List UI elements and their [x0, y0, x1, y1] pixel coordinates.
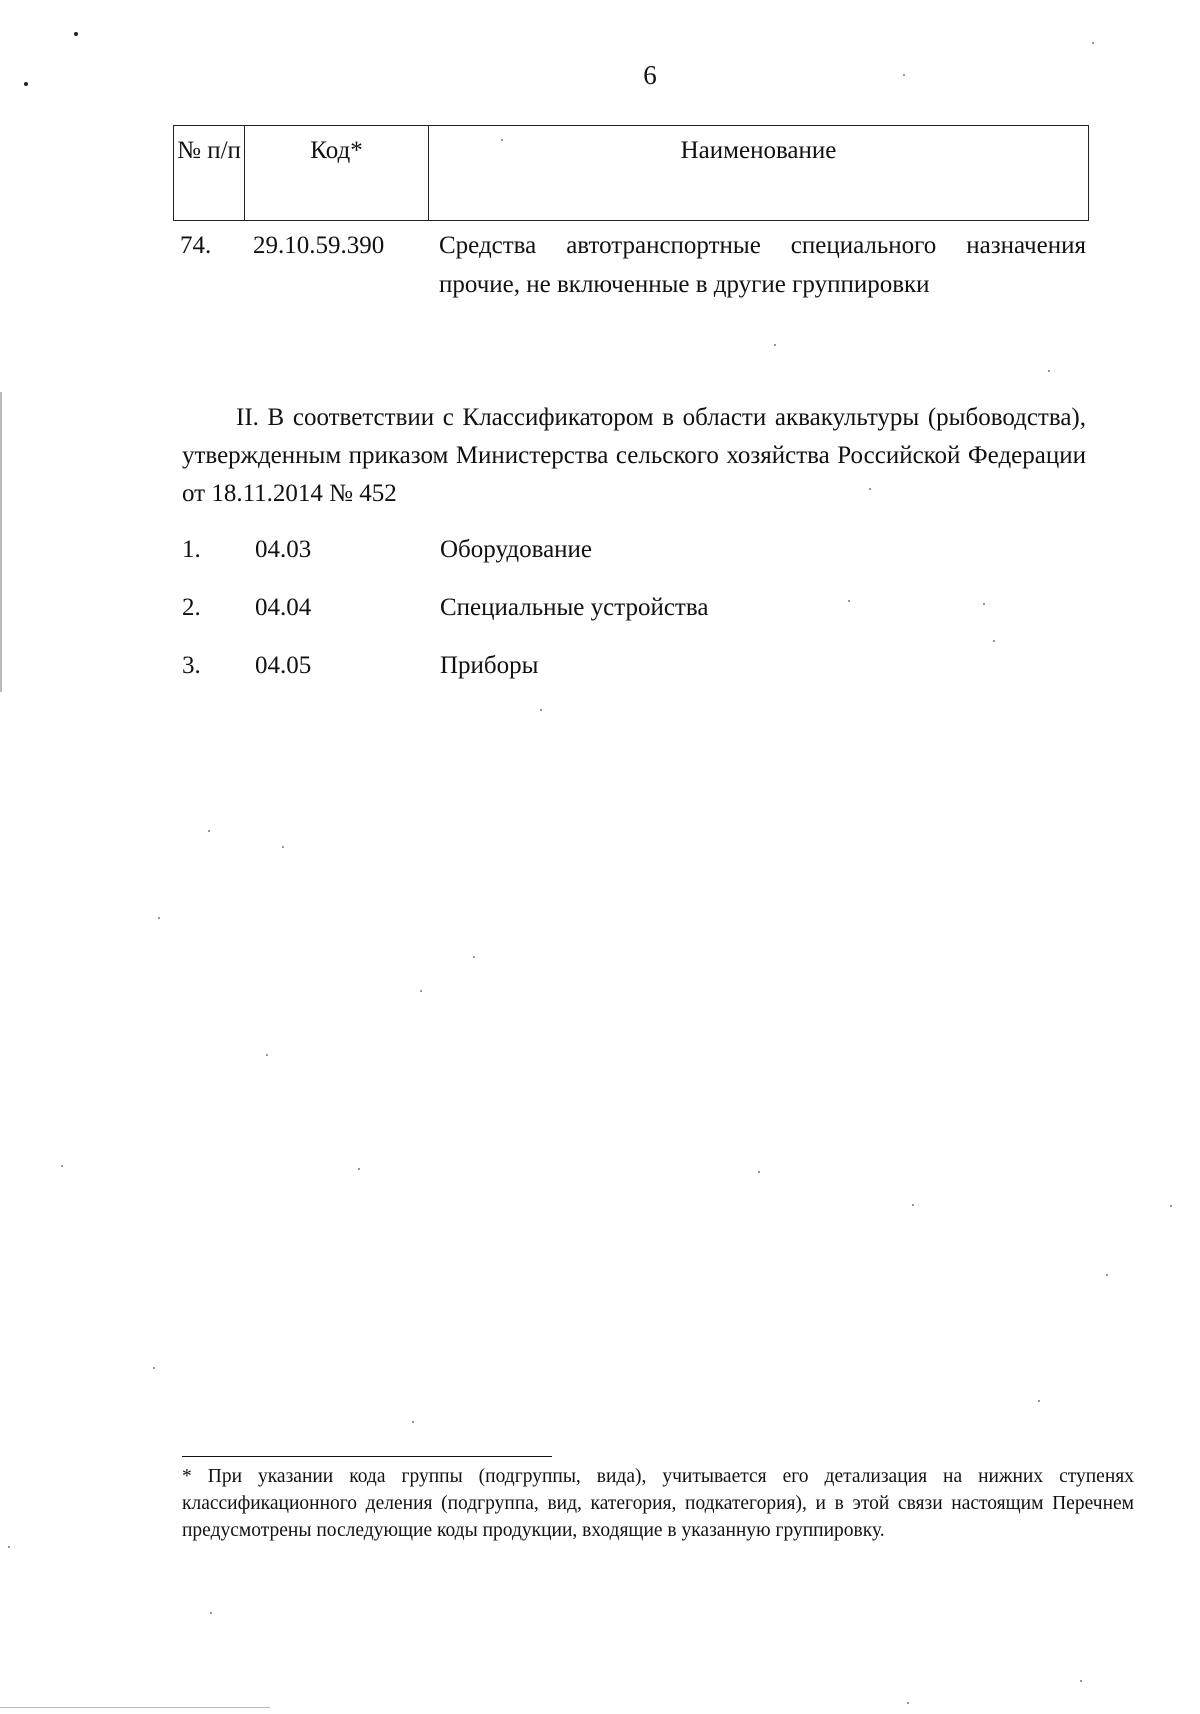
item-number: 1. — [182, 536, 201, 563]
column-header-table — [173, 125, 1089, 221]
item-number: 2. — [182, 594, 201, 621]
list-item — [182, 652, 1082, 692]
scan-speck — [282, 846, 284, 848]
scan-speck — [158, 917, 160, 919]
scan-edge — [0, 1707, 270, 1708]
scan-edge — [0, 392, 2, 692]
scan-speck — [1038, 1400, 1040, 1402]
scan-speck — [848, 600, 850, 602]
scan-speck — [153, 1367, 155, 1369]
scan-speck — [412, 1421, 414, 1423]
item-code: 04.04 — [255, 594, 312, 621]
row-code: 29.10.59.390 — [253, 232, 385, 259]
scan-speck — [993, 640, 995, 642]
header-col-number: № п/п — [174, 126, 245, 221]
scan-speck — [912, 1204, 914, 1206]
section-paragraph: II. В соответствии с Классификатором в области аквакультуры (рыбоводства), утвержденным приказом Министерства сельского хозяйства Российской Федерации от 18.11.2014 № 452 — [182, 404, 1086, 507]
scan-speck — [8, 1546, 10, 1548]
scan-speck — [907, 1702, 909, 1704]
item-name: Приборы — [440, 652, 539, 679]
footnote: * При указании кода группы (подгруппы, вида), учитывается его детализация на нижних ступенях классификационного деления (подгруппа, вид, категория, подкатегория), и в этой связи настоящим Перечнем предусмотрены последующие коды продукции, входящие в указанную группировку. — [182, 1466, 1134, 1541]
scan-speck — [774, 344, 776, 346]
scan-speck — [983, 603, 985, 605]
row-name: Средства автотранспортные специального назначения прочие, не включенные в другие группировки — [439, 232, 1086, 298]
footnote-separator — [182, 1456, 552, 1457]
item-code: 04.05 — [255, 652, 312, 679]
item-number: 3. — [182, 652, 201, 679]
header-col-name: Наименование — [429, 126, 1089, 221]
scan-speck — [1080, 1680, 1082, 1682]
scan-speck — [1048, 370, 1050, 372]
scan-speck — [210, 1612, 212, 1614]
header-col-code: Код* — [245, 126, 429, 221]
item-name: Оборудование — [440, 536, 593, 563]
list-item — [182, 594, 1082, 634]
scan-speck — [24, 82, 28, 86]
scan-speck — [540, 709, 542, 711]
scan-speck — [758, 1171, 760, 1173]
scan-speck — [1106, 1274, 1108, 1276]
item-code: 04.03 — [255, 536, 312, 563]
scan-speck — [903, 74, 905, 76]
scan-speck — [473, 956, 475, 958]
scan-speck — [1092, 42, 1094, 44]
item-name: Специальные устройства — [440, 594, 709, 621]
row-number: 74. — [180, 232, 212, 259]
scan-speck — [266, 1054, 268, 1056]
scan-speck — [358, 1168, 360, 1170]
scan-speck — [501, 139, 503, 141]
scan-speck — [1170, 1205, 1172, 1207]
list-item — [182, 536, 1082, 576]
scan-speck — [869, 488, 871, 490]
scan-speck — [61, 1165, 63, 1167]
scan-speck — [74, 32, 78, 36]
page-number: 6 — [643, 60, 657, 90]
scan-speck — [420, 990, 422, 992]
scan-speck — [208, 830, 210, 832]
